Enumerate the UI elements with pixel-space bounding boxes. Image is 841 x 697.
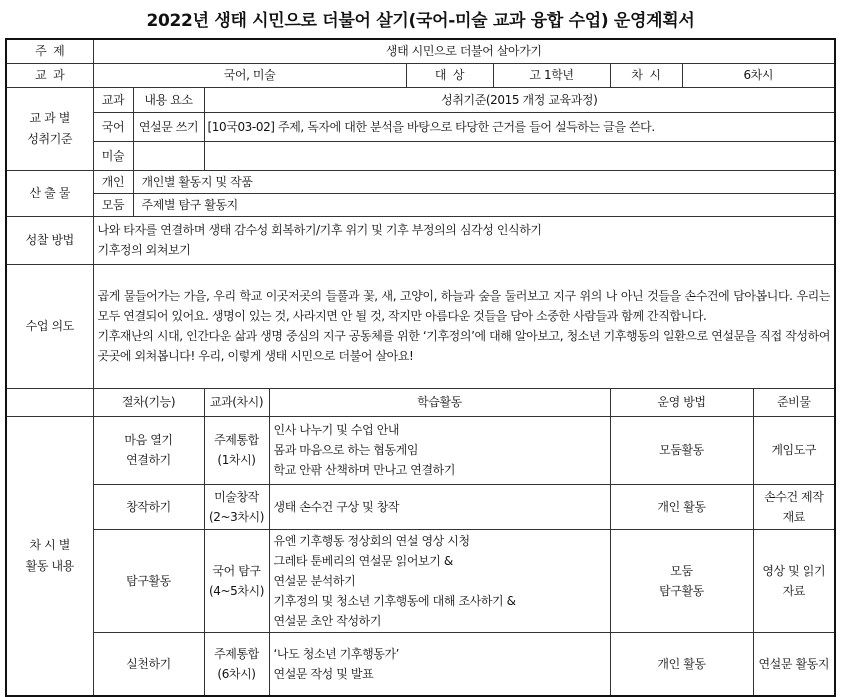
target-value: 고 1학년 [493, 63, 610, 87]
subject-line: 주제통합 [214, 646, 259, 661]
activity-description [269, 484, 610, 529]
plan-table [5, 38, 836, 697]
activity-line: ‘나도 청소년 기후행동가’ [273, 646, 400, 661]
standards-row [6, 112, 835, 141]
outputs-type: 모둠 [93, 193, 133, 216]
activity-subject [204, 484, 269, 529]
standards-header-standard: 성취기준(2015 개정 교육과정) [204, 87, 835, 112]
materials-line: 게임도구 [771, 443, 817, 457]
activity-method [610, 484, 753, 529]
activity-subject [204, 632, 269, 696]
procedure-line: 마음 열기 [124, 433, 173, 447]
reflection-section-label: 성찰 방법 [6, 216, 93, 264]
activity-materials [753, 484, 835, 529]
reflection-line: 기후정의 외쳐보기 [97, 243, 191, 257]
activity-materials [753, 416, 835, 484]
standards-content [133, 141, 204, 170]
sessions-value: 6차시 [682, 63, 835, 87]
activity-materials [753, 529, 835, 632]
outputs-section-label: 산 출 물 [6, 170, 93, 216]
activity-procedure [93, 529, 204, 632]
standards-row [6, 141, 835, 170]
activities-label-line2: 활동 내용 [25, 558, 74, 573]
activity-description [269, 632, 610, 696]
method-line: 모둠활동 [659, 443, 704, 457]
activity-description [269, 529, 610, 632]
intent-content [93, 264, 835, 388]
activities-header-activity: 학습활동 [269, 388, 610, 416]
procedure-line: 창작하기 [126, 499, 171, 514]
standards-label-line1: 교 과 별 [29, 110, 70, 125]
subject-label: 교 과 [6, 63, 93, 87]
outputs-row [6, 170, 835, 193]
subject-line: 국어 탐구 [212, 563, 261, 578]
materials-line: 재료 [782, 509, 805, 524]
activity-row [6, 416, 835, 484]
activity-row [6, 529, 835, 632]
intent-section-label: 수업 의도 [6, 264, 93, 388]
intent-paragraph: 기후재난의 시대, 인간다운 삶과 생명 중심의 지구 공동체를 위한 ‘기후정의’에 대해 알아보고, 청소년 기후행동의 일환으로 연설문을 직접 작성하여 곳곳에 외쳐봅니다! 우리, 이렇게 생태 시민으로 더불어 살아요! [97, 329, 831, 363]
method-line: 모둠 [670, 563, 693, 578]
outputs-value: 주제별 탐구 활동지 [133, 193, 835, 216]
activities-header-procedure: 절차(기능) [93, 388, 204, 416]
activity-line: 연설문 초안 작성하기 [273, 613, 382, 628]
activity-line: 몸과 마음으로 하는 협동게임 [273, 443, 419, 457]
activity-line: 연설문 작성 및 발표 [273, 666, 374, 681]
activity-method [610, 416, 753, 484]
standards-header-row [6, 87, 835, 112]
activities-section-label [6, 416, 93, 696]
activities-header-materials: 준비물 [753, 388, 835, 416]
theme-row [6, 39, 835, 63]
method-line: 개인 활동 [657, 656, 706, 671]
standards-standard [204, 141, 835, 170]
activity-line: 생태 손수건 구상 및 창작 [273, 499, 400, 514]
outputs-row [6, 193, 835, 216]
intent-paragraph: 곱게 물들어가는 가을, 우리 학교 이곳저곳의 들풀과 꽃, 새, 고양이, 하늘과 숲을 둘러보고 지구 위의 나 아닌 것들을 손수건에 담아봅니다. 우리는 모두 연결되어 있어요. 생명이 있는 것, 사라지면 안 될 것, 작지만 아름다운 것들을 담아 소중한 사람들과 함께 간직합니다. [97, 289, 831, 323]
activity-procedure [93, 416, 204, 484]
activities-header-method: 운영 방법 [610, 388, 753, 416]
method-line: 개인 활동 [657, 499, 706, 514]
subject-value: 국어, 미술 [93, 63, 406, 87]
subject-line: (4~5차시) [208, 583, 265, 598]
activity-subject [204, 529, 269, 632]
subject-line: 주제통합 [214, 433, 259, 447]
activity-description [269, 416, 610, 484]
materials-line: 자료 [782, 583, 805, 598]
standards-section-label [6, 87, 93, 170]
procedure-line: 연결하기 [126, 453, 171, 467]
activity-method [610, 632, 753, 696]
target-label: 대 상 [406, 63, 493, 87]
standards-content: 연설문 쓰기 [133, 112, 204, 141]
activity-subject [204, 416, 269, 484]
standards-standard: [10국03-02] 주제, 독자에 대한 분석을 바탕으로 타당한 근거를 들어 설득하는 글을 쓴다. [204, 112, 835, 141]
activity-row [6, 484, 835, 529]
subject-line: (1차시) [217, 453, 256, 467]
activity-line: 기후정의 및 청소년 기후행동에 대해 조사하기 & [273, 593, 516, 608]
theme-label: 주 제 [6, 39, 93, 63]
activity-procedure [93, 632, 204, 696]
standards-header-content: 내용 요소 [133, 87, 204, 112]
standards-label-line2: 성취기준 [27, 131, 73, 146]
method-line: 탐구활동 [659, 583, 704, 598]
activity-line: 인사 나누기 및 수업 안내 [273, 423, 400, 437]
subject-row [6, 63, 835, 87]
subject-line: (2~3차시) [208, 509, 265, 524]
materials-line: 영상 및 읽기 [762, 563, 826, 578]
activities-label-line1: 차 시 별 [29, 537, 70, 552]
materials-line: 손수건 제작 [764, 489, 824, 504]
reflection-row [6, 216, 835, 264]
activities-header-blank [6, 388, 93, 416]
activity-line: 그레타 툰베리의 연설문 읽어보기 & [273, 553, 453, 568]
procedure-line: 탐구활동 [126, 573, 171, 588]
reflection-line: 나와 타자를 연결하며 생태 감수성 회복하기/기후 위기 및 기후 부정의의 심각성 인식하기 [97, 223, 542, 237]
activity-materials [753, 632, 835, 696]
theme-value: 생태 시민으로 더불어 살아가기 [93, 39, 835, 63]
outputs-value: 개인별 활동지 및 작품 [133, 170, 835, 193]
procedure-line: 실천하기 [126, 656, 171, 671]
intent-row [6, 264, 835, 388]
activity-line: 학교 안팎 산책하며 만나고 연결하기 [273, 463, 456, 477]
subject-line: (6차시) [217, 666, 256, 681]
document-title: 2022년 생태 시민으로 더불어 살기(국어-미술 교과 융합 수업) 운영계획서 [146, 11, 695, 31]
standards-subject: 미술 [93, 141, 133, 170]
activity-line: 유엔 기후행동 정상회의 연설 영상 시청 [273, 533, 470, 548]
sessions-label: 차 시 [610, 63, 682, 87]
activity-row [6, 632, 835, 696]
outputs-type: 개인 [93, 170, 133, 193]
reflection-content [93, 216, 835, 264]
materials-line: 연설문 활동지 [758, 656, 830, 671]
activity-method [610, 529, 753, 632]
activities-header-row [6, 388, 835, 416]
subject-line: 미술창작 [214, 489, 259, 504]
activity-line: 연설문 분석하기 [273, 573, 356, 588]
standards-subject: 국어 [93, 112, 133, 141]
activity-procedure [93, 484, 204, 529]
standards-header-subject: 교과 [93, 87, 133, 112]
activities-header-subject: 교과(차시) [204, 388, 269, 416]
